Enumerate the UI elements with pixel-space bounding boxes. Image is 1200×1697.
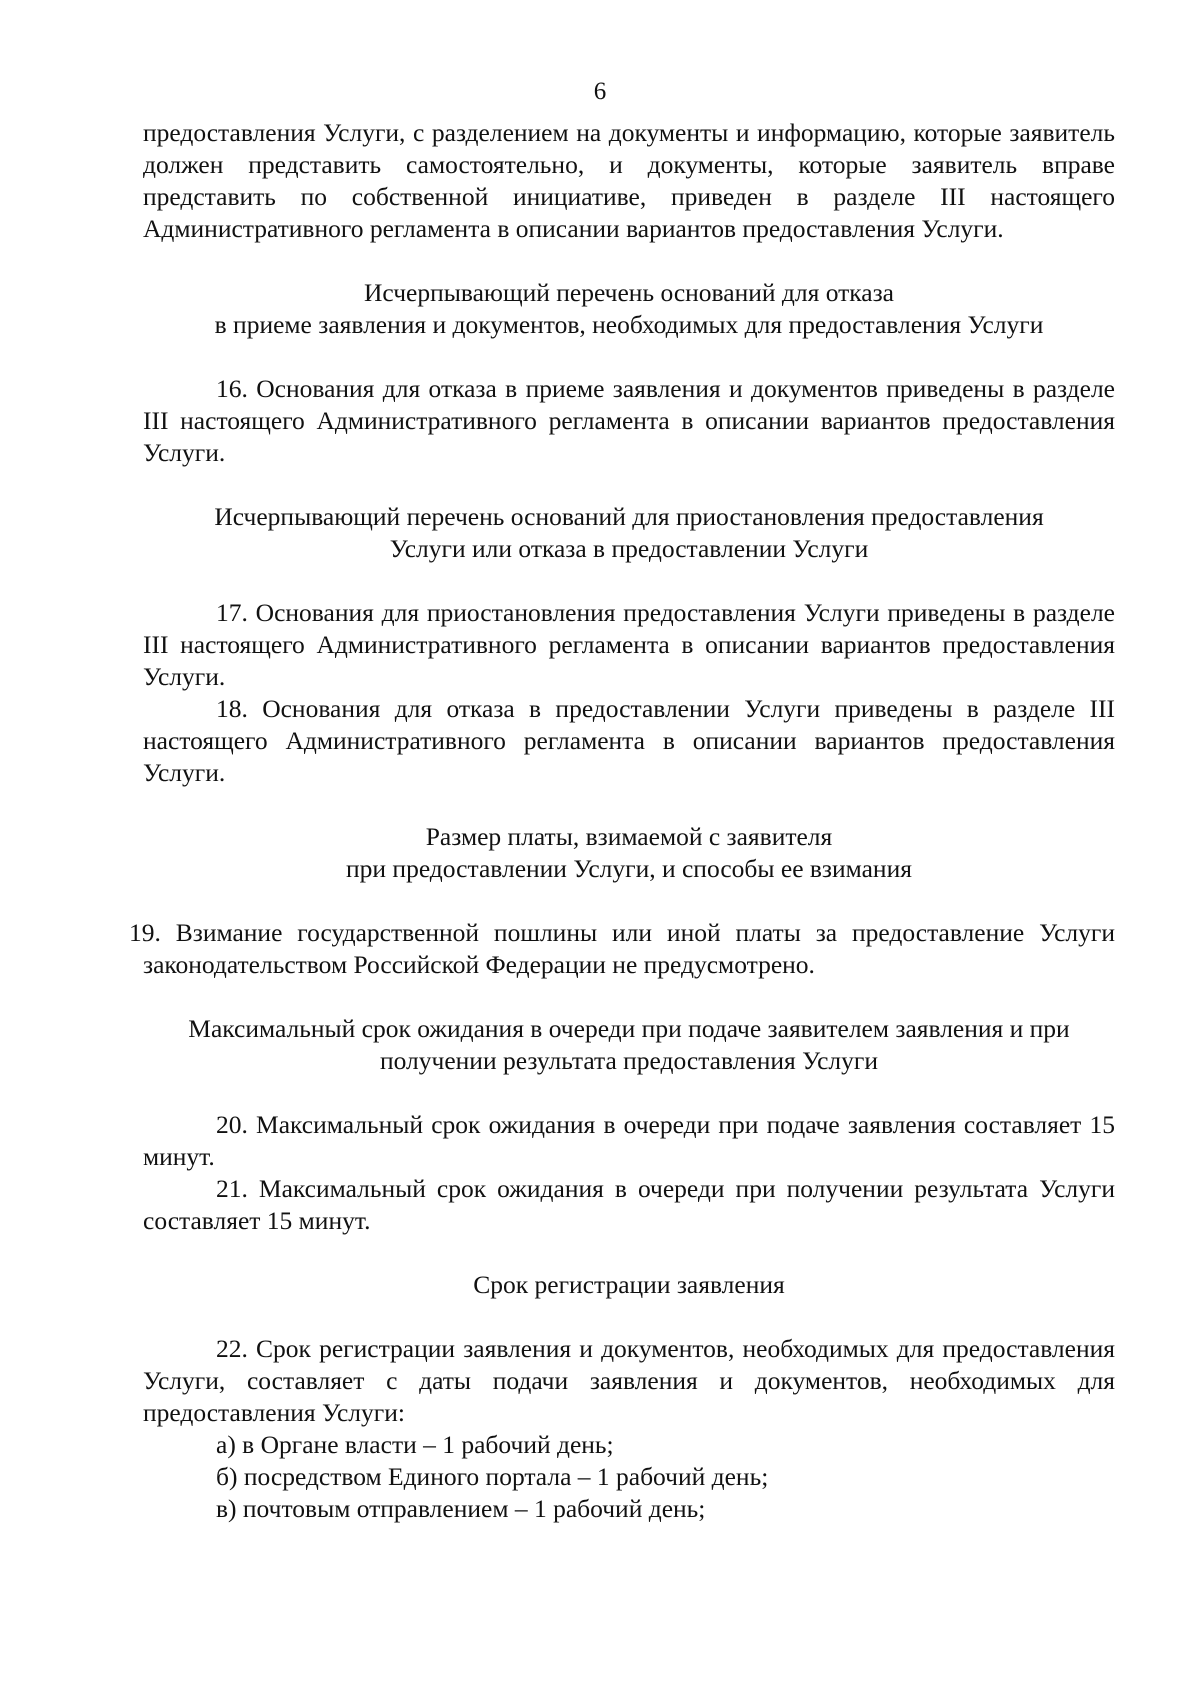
list-item: б) посредством Единого портала – 1 рабочий день; (216, 1462, 769, 1491)
list-item: а) в Органе власти – 1 рабочий день; (216, 1430, 614, 1459)
heading-line: Исчерпывающий перечень оснований для отказа (364, 278, 894, 307)
heading-line: получении результата предоставления Услуги (379, 1046, 879, 1075)
paragraph-19: 19. Взимание государственной пошлины или иной платы за предоставление Услуги законодательством Российской Федерации не предусмотрено. (129, 918, 1115, 979)
paragraph-16: 16. Основания для отказа в приеме заявления и документов приведены в разделе III настоящего Административного регламента в описании вариантов предоставления Услуги. (143, 374, 1115, 467)
paragraph-21: 21. Максимальный срок ожидания в очереди при получении результата Услуги составляет 15 минут. (143, 1174, 1115, 1235)
paragraph-20: 20. Максимальный срок ожидания в очереди при подаче заявления составляет 15 минут. (143, 1110, 1115, 1171)
heading-line: Размер платы, взимаемой с заявителя (425, 822, 833, 851)
heading-line: в приеме заявления и документов, необходимых для предоставления Услуги (214, 310, 1044, 339)
heading-suspension (143, 501, 1115, 565)
heading-queue (143, 1013, 1115, 1077)
paragraph-18: 18. Основания для отказа в предоставлении Услуги приведены в разделе III настоящего Административного регламента в описании вариантов предоставления Услуги. (143, 694, 1115, 787)
heading-line: при предоставлении Услуги, и способы ее взимания (346, 854, 912, 883)
paragraph-22: 22. Срок регистрации заявления и документов, необходимых для предоставления Услуги, составляет с даты подачи заявления и документов, необходимых для предоставления Услуги: (143, 1334, 1115, 1427)
paragraph-intro: предоставления Услуги, с разделением на документы и информацию, которые заявитель должен представить самостоятельно, и документы, которые заявитель вправе представить по собственной инициативе, приведен в разделе III настоящего Административного регламента в описании вариантов предоставления Услуги. (143, 118, 1115, 243)
document-body (129, 117, 1115, 1525)
heading-fee (143, 821, 1115, 885)
heading-line: Максимальный срок ожидания в очереди при подаче заявителем заявления и при (188, 1014, 1070, 1043)
heading-line: Исчерпывающий перечень оснований для приостановления предоставления (214, 502, 1044, 531)
heading-line: Срок регистрации заявления (473, 1270, 785, 1299)
page-number: 6 (593, 78, 607, 105)
list-item: в) почтовым отправлением – 1 рабочий день; (216, 1494, 706, 1523)
heading-refusal-acceptance (143, 277, 1115, 341)
heading-line: Услуги или отказа в предоставлении Услуги (389, 534, 869, 563)
heading-registration (143, 1269, 1115, 1301)
paragraph-17: 17. Основания для приостановления предоставления Услуги приведены в разделе III настоящего Административного регламента в описании вариантов предоставления Услуги. (143, 598, 1115, 691)
